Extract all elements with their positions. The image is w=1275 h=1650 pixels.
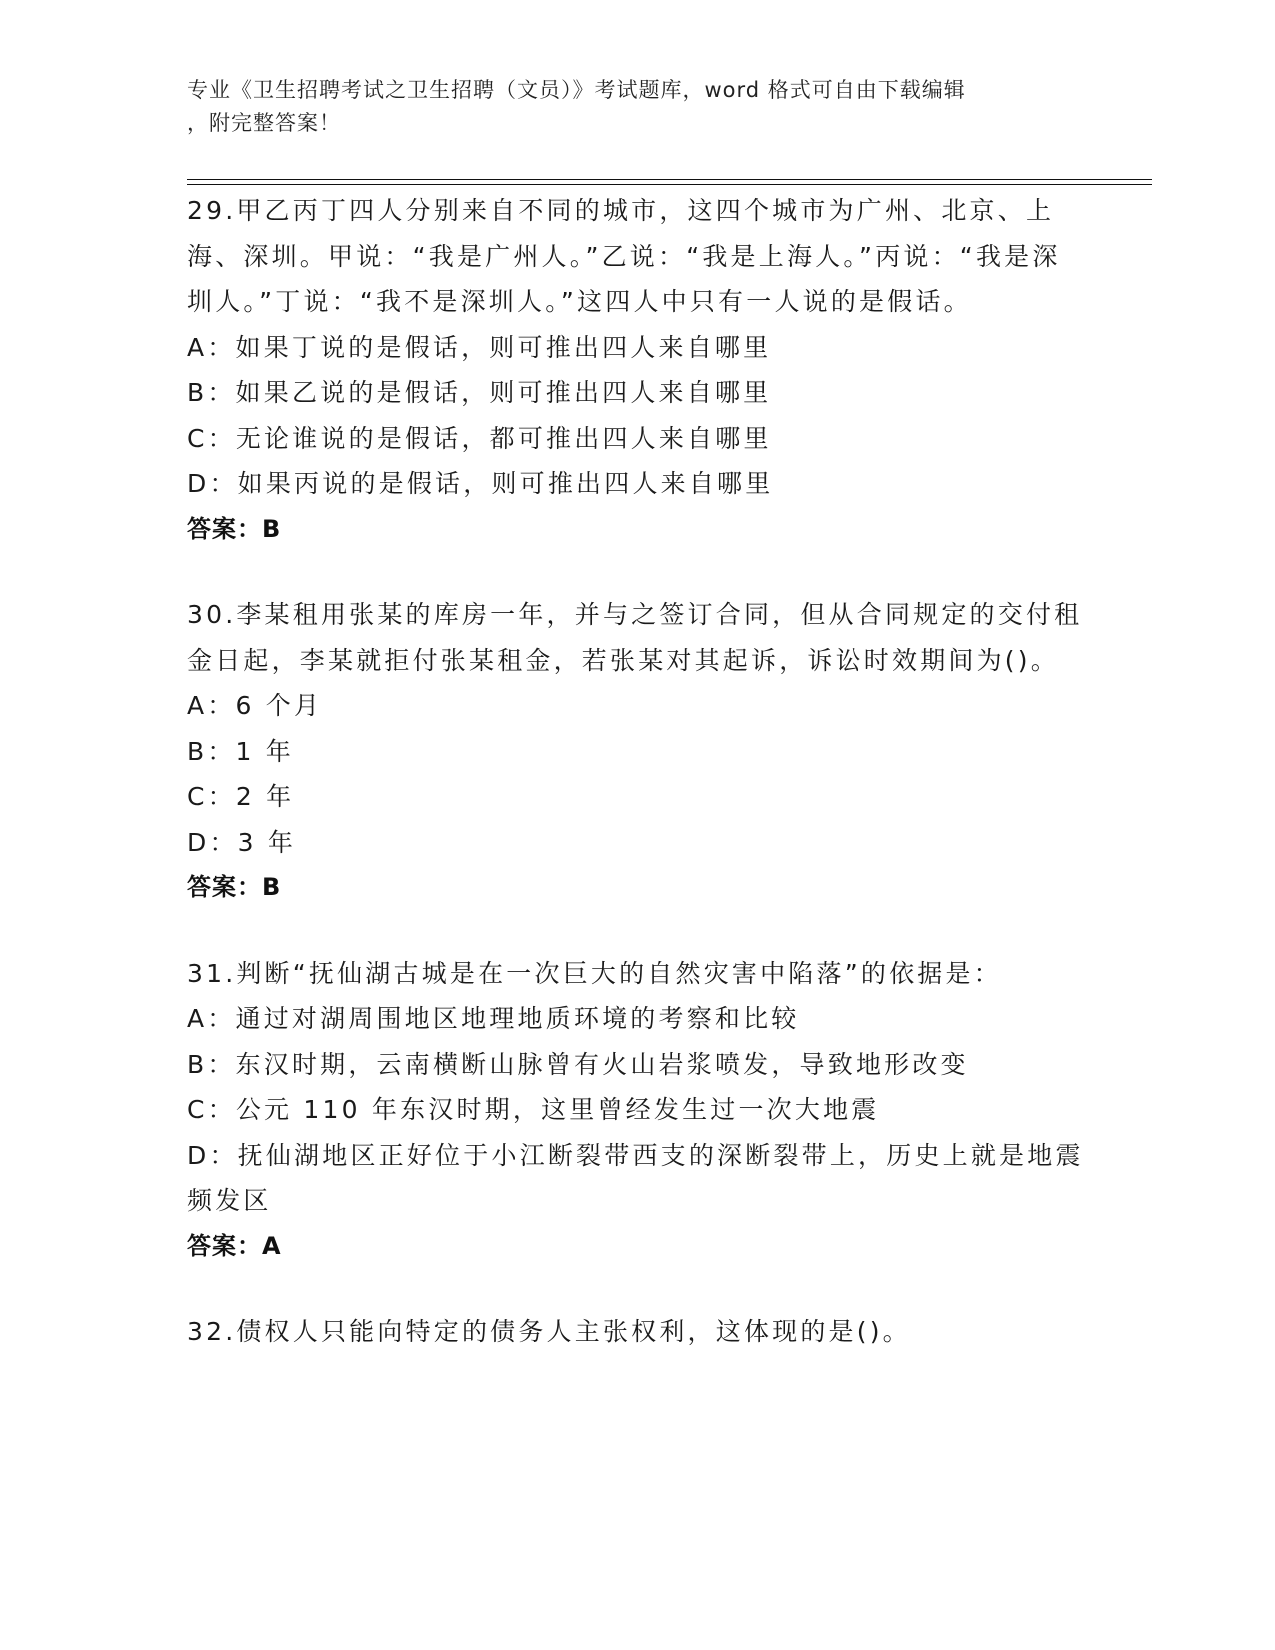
question-list — [187, 188, 1087, 1395]
answer: 答案：B — [187, 873, 282, 901]
answer: 答案：B — [187, 514, 282, 543]
question-29 — [187, 188, 1087, 552]
question-text: 32.债权人只能向特定的债务人主张权利，这体现的是()。 — [187, 1317, 911, 1346]
question-31 — [187, 951, 1087, 1270]
option-b: B：1 年 — [187, 736, 295, 766]
option-d: D：如果丙说的是假话，则可推出四人来自哪里 — [187, 469, 774, 498]
header-rule-top — [187, 179, 1152, 180]
option-d: D：抚仙湖地区正好位于小江断裂带西支的深断裂带上，历史上就是地震频发区 — [187, 1140, 1084, 1215]
option-c: C：2 年 — [187, 782, 295, 811]
question-text: 30.李某租用张某的库房一年，并与之签订合同，但从合同规定的交付租金日起，李某就拒付张某租金，若张某对其起诉，诉讼时效期间为()。 — [187, 600, 1083, 675]
option-d: D：3 年 — [187, 827, 297, 857]
header-rule-bottom — [187, 184, 1152, 185]
option-b: B：如果乙说的是假话，则可推出四人来自哪里 — [187, 378, 772, 407]
question-32 — [187, 1309, 1087, 1355]
option-c: C：无论谁说的是假话，都可推出四人来自哪里 — [187, 423, 772, 453]
question-text: 29.甲乙丙丁四人分别来自不同的城市，这四个城市为广州、北京、上海、深圳。甲说：“我是广州人。”乙说：“我是上海人。”丙说：“我是深圳人。”丁说：“我不是深圳人。”这四人中只有一人说的是假话。 — [187, 196, 1061, 316]
option-a: A：如果丁说的是假话，则可推出四人来自哪里 — [187, 332, 772, 362]
answer: 答案：A — [187, 1231, 282, 1260]
option-b: B：东汉时期，云南横断山脉曾有火山岩浆喷发，导致地形改变 — [187, 1049, 969, 1079]
option-a: A：通过对湖周围地区地理地质环境的考察和比较 — [187, 1004, 800, 1033]
page-header — [187, 74, 1067, 140]
option-c: C：公元 110 年东汉时期，这里曾经发生过一次大地震 — [187, 1095, 880, 1124]
question-30 — [187, 592, 1087, 911]
question-text: 31.判断“抚仙湖古城是在一次巨大的自然灾害中陷落”的依据是： — [187, 958, 1002, 988]
option-a: A：6 个月 — [187, 691, 323, 720]
header-line-1: 专业《卫生招聘考试之卫生招聘（文员）》考试题库，word 格式可自由下载编辑 — [187, 78, 966, 102]
header-line-2: ，附完整答案！ — [187, 111, 341, 135]
